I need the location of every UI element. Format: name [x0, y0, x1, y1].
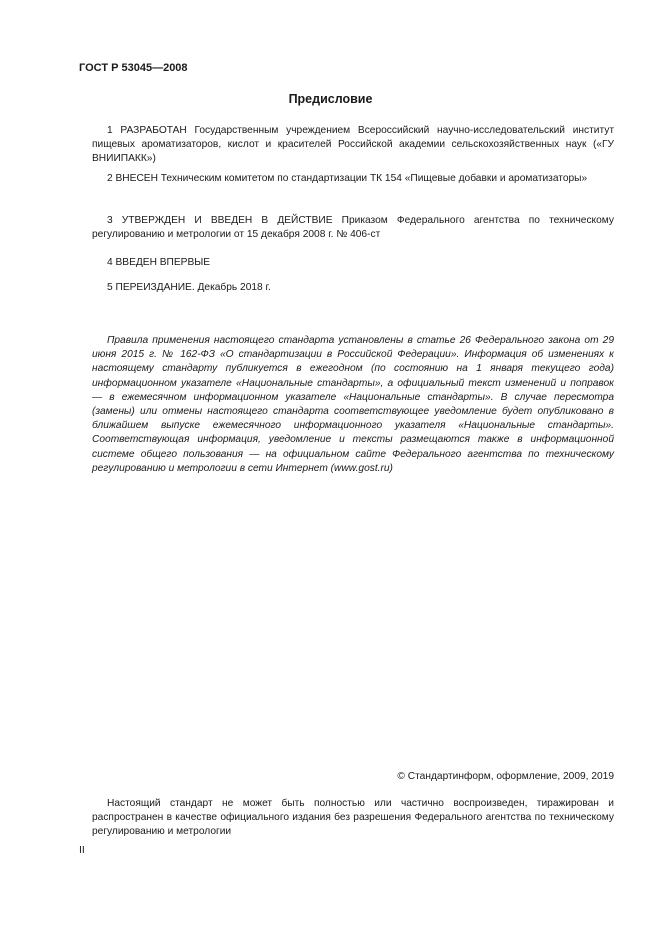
foreword-item-4: 4 ВВЕДЕН ВПЕРВЫЕ	[107, 257, 211, 268]
page-title: Предисловие	[288, 92, 373, 106]
page-number: II	[79, 844, 85, 856]
copyright-line: © Стандартинформ, оформление, 2009, 2019	[397, 771, 614, 782]
foreword-item-1: 1 РАЗРАБОТАН Государственным учреждением Всероссийский научно-исследовательский институт пищевых ароматизаторов, кислот и красителей Российской академии сельскохозяйственных наук («ГУ ВНИИПАКК»)	[92, 125, 614, 164]
foreword-item-5: 5 ПЕРЕИЗДАНИЕ. Декабрь 2018 г.	[107, 282, 271, 293]
foreword-item-2: 2 ВНЕСЕН Техническим комитетом по стандартизации ТК 154 «Пищевые добавки и ароматизаторы»	[107, 173, 588, 184]
reproduction-notice: Настоящий стандарт не может быть полностью или частично воспроизведен, тиражирован и распространен в качестве официального издания без разрешения Федерального агентства по техническому регулированию и метрологии	[92, 798, 614, 837]
application-rules-notice: Правила применения настоящего стандарта установлены в статье 26 Федерального закона от 29 июня 2015 г. № 162-ФЗ «О стандартизации в Российской Федерации». Информация об изменениях к настоящему стандарту публикуется в ежегодном (по состоянию на 1 января текущего года) информационном указателе «Национальные стандарты», а официальный текст изменений и поправок — в ежемесячном информационном указателе «Национальные стандарты». В случае пересмотра (замены) или отмены настоящего стандарта соответствующее уведомление будет опубликовано в ближайшем выпуске ежемесячного информационного указателя «Национальные стандарты». Соответствующая информация, уведомление и тексты размещаются также в информационной системе общего пользования — на официальном сайте Федерального агентства по техническому регулированию и метрологии в сети Интернет (www.gost.ru)	[92, 335, 614, 474]
foreword-item-3: 3 УТВЕРЖДЕН И ВВЕДЕН В ДЕЙСТВИЕ Приказом Федерального агентства по техническому регулированию и метрологии от 15 декабря 2008 г. № 406-ст	[92, 215, 614, 240]
standard-id: ГОСТ Р 53045—2008	[79, 62, 188, 74]
